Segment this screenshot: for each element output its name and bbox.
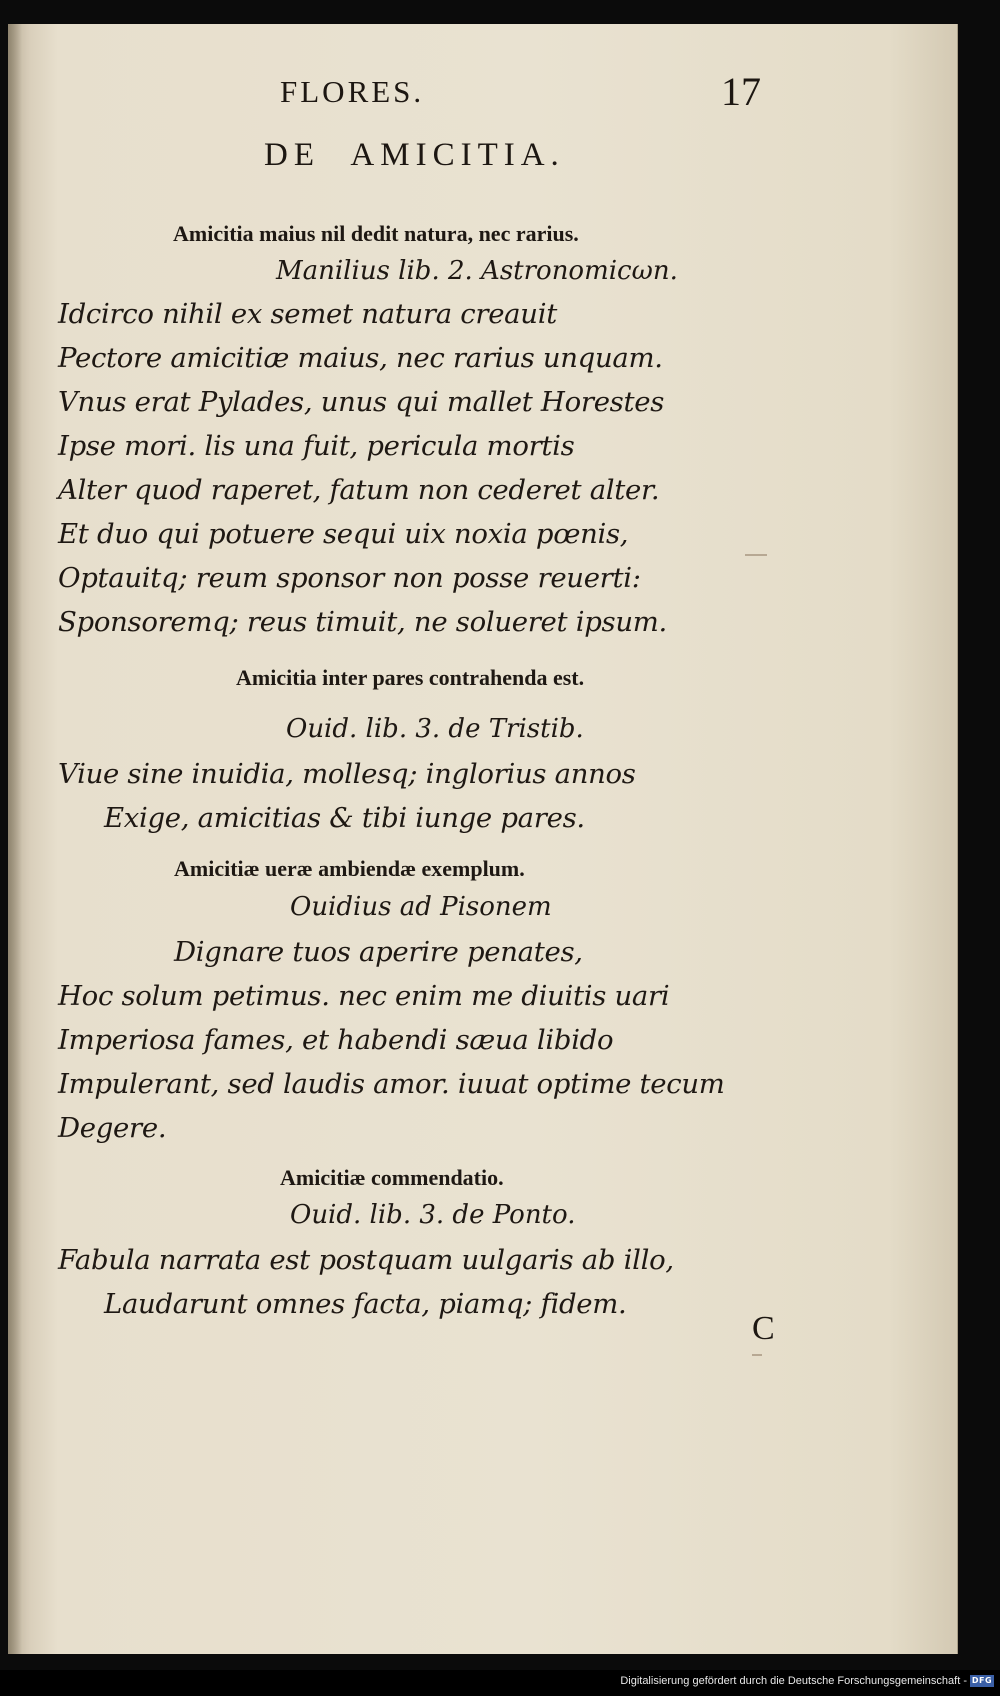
rubric-heading: Amicitia inter pares contrahenda est. bbox=[236, 665, 585, 690]
verse-line: Idcirco nihil ex semet natura creauit bbox=[58, 298, 557, 330]
running-head: FLORES. bbox=[280, 74, 425, 109]
verse-line: Imperiosa fames, et habendi sæua libido bbox=[58, 1024, 614, 1056]
source-citation: Ouid. lib. 3. de Ponto. bbox=[290, 1200, 576, 1230]
verse-line: Optauitq; reum sponsor non posse reuerti: bbox=[58, 562, 641, 594]
margin-dash bbox=[745, 554, 767, 556]
margin-dash bbox=[752, 1354, 762, 1356]
rubric-heading: Amicitiæ commendatio. bbox=[280, 1165, 504, 1190]
verse-line: Sponsoremq; reus timuit, ne solueret ipsum. bbox=[58, 606, 667, 638]
verse-line: Ipse mori. lis una fuit, pericula mortis bbox=[58, 430, 575, 462]
source-citation: Ouid. lib. 3. de Tristib. bbox=[286, 714, 584, 744]
section-title: DE AMICITIA. bbox=[264, 137, 565, 173]
verse-line: Dignare tuos aperire penates, bbox=[174, 936, 583, 968]
source-citation: Manilius lib. 2. Astronomicωn. bbox=[276, 256, 678, 286]
digitization-credit bbox=[620, 1675, 994, 1687]
verse-line: Fabula narrata est postquam uulgaris ab illo, bbox=[58, 1244, 674, 1276]
page-gutter-shadow bbox=[8, 24, 22, 1654]
rubric-heading: Amicitia maius nil dedit natura, nec rarius. bbox=[173, 221, 579, 246]
book-page bbox=[8, 24, 958, 1654]
dfg-logo: DFG bbox=[971, 1676, 993, 1685]
verse-line: Et duo qui potuere sequi uix noxia pœnis, bbox=[58, 518, 629, 550]
verse-line: Alter quod raperet, fatum non cederet alter. bbox=[58, 474, 660, 506]
verse-line: Laudarunt omnes facta, piamq; fidem. bbox=[104, 1288, 627, 1320]
credit-text: Digitalisierung gefördert durch die Deutsche Forschungsgemeinschaft - bbox=[620, 1675, 967, 1687]
page-number: 17 bbox=[721, 69, 761, 114]
rubric-heading: Amicitiæ ueræ ambiendæ exemplum. bbox=[174, 856, 525, 881]
verse-line: Impulerant, sed laudis amor. iuuat optime tecum bbox=[58, 1068, 725, 1100]
verse-line: Exige, amicitias & tibi iunge pares. bbox=[104, 802, 585, 834]
verse-line: Hoc solum petimus. nec enim me diuitis uari bbox=[58, 980, 670, 1012]
verse-line: Pectore amicitiæ maius, nec rarius unquam. bbox=[58, 342, 663, 374]
verse-line: Vnus erat Pylades, unus qui mallet Horestes bbox=[58, 386, 665, 418]
signature-mark: C bbox=[752, 1310, 775, 1347]
verse-line: Degere. bbox=[58, 1112, 167, 1144]
source-citation: Ouidius ad Pisonem bbox=[290, 892, 552, 922]
verse-line: Viue sine inuidia, mollesq; inglorius annos bbox=[58, 758, 636, 790]
